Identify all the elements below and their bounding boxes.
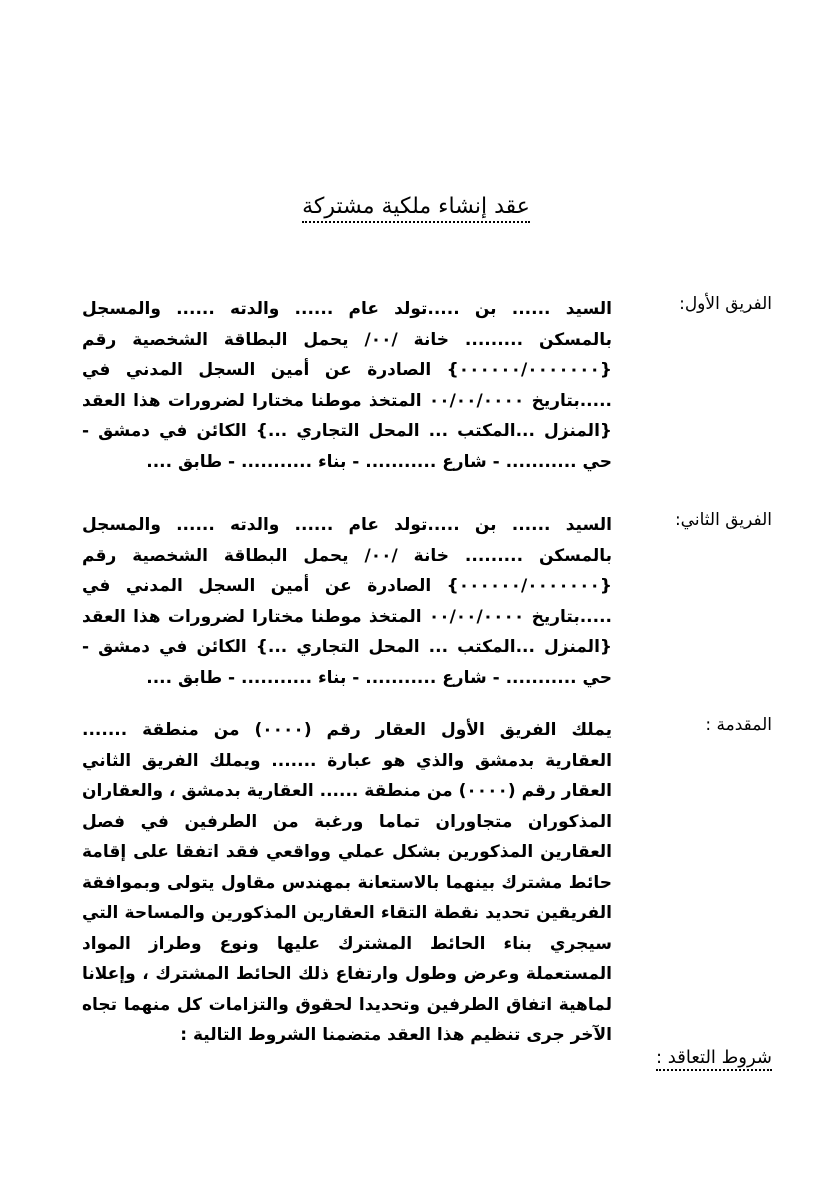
- introduction-text: يملك الفريق الأول العقار رقم (٠٠٠٠) من منطقة ....... العقارية بدمشق والذي هو عبارة ....... ويملك الفريق الثاني العقار رقم (٠٠٠٠) من منطقة ...... العقارية بدمشق ، والعقاران المذكوران متجاوران تماما ورغبة من الطرفين في فصل العقارين المذكورين بشكل عملي وواقعي فقد اتفقا على إقامة حائط مشترك بينهما بالاستعانة بمهندس مقاول يتولى وبموافقة الفريقين تحديد نقطة التقاء العقارين المذكورين والمساحة التي سيجري بناء الحائط المشترك عليها ونوع وطراز المواد المستعملة وعرض وطول وارتفاع ذلك الحائط المشترك ، وإعلانا لماهية اتفاق الطرفين وتحديدا لحقوق والتزامات كل منهما تجاه الآخر جرى تنظيم هذا العقد متضمنا الشروط التالية :: [82, 720, 612, 1045]
- document-title-text: عقد إنشاء ملكية مشتركة: [302, 194, 530, 223]
- contract-terms-heading: [656, 1047, 772, 1068]
- first-party-label: الفريق الأول:: [679, 294, 772, 314]
- document-title: [0, 194, 832, 219]
- second-party-label: الفريق الثاني:: [674, 510, 772, 530]
- introduction-label: المقدمة :: [705, 715, 772, 735]
- first-party-section: [60, 294, 772, 504]
- introduction-section: [60, 715, 772, 1045]
- second-party-section: [60, 510, 772, 720]
- second-party-text: السيد ...... بن .....تولد عام ...... والدته ...... والمسجل بالمسكن ......... خانة /٠٠/ يحمل البطاقة الشخصية رقم {٠٠٠٠٠٠/٠٠٠٠٠٠٠} الصادرة عن أمين السجل المدني في .....بتاريخ ٠٠/٠٠/٠٠٠٠ المتخذ موطنا مختارا لضرورات هذا العقد {المنزل ...المكتب ... المحل التجاري ...} الكائن في دمشق - حي ........... - شارع ........... - بناء ........... - طابق ....: [82, 515, 612, 688]
- first-party-text: السيد ...... بن .....تولد عام ...... والدته ...... والمسجل بالمسكن ......... خانة /٠٠/ يحمل البطاقة الشخصية رقم {٠٠٠٠٠٠/٠٠٠٠٠٠٠} الصادرة عن أمين السجل المدني في .....بتاريخ ٠٠/٠٠/٠٠٠٠ المتخذ موطنا مختارا لضرورات هذا العقد {المنزل ...المكتب ... المحل التجاري ...} الكائن في دمشق - حي ........... - شارع ........... - بناء ........... - طابق ....: [82, 299, 612, 472]
- contract-terms-heading-text: شروط التعاقد :: [656, 1047, 772, 1071]
